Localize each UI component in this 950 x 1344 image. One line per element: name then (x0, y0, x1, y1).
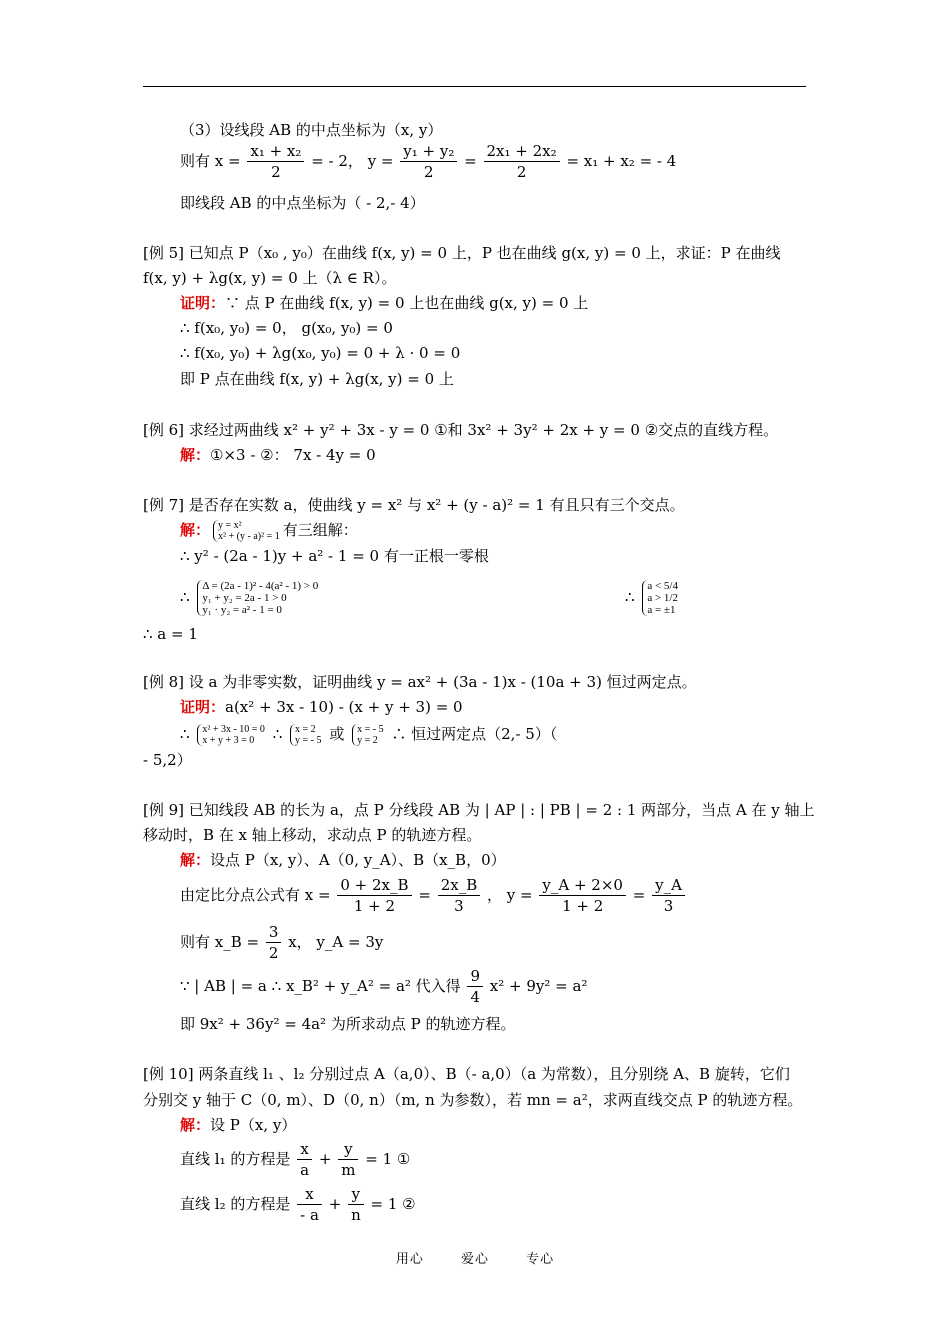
text-span: = x₁ + x₂ = - 4 (566, 152, 677, 170)
page-footer (0, 1248, 950, 1267)
text-span: = (464, 152, 477, 170)
text-line: ∴ f(x₀, y₀) + λg(x₀, y₀) = 0 + λ · 0 = 0 (180, 344, 461, 362)
text-span: x² + 9y² = a² (489, 977, 588, 995)
text-line: 分别交 y 轴于 C（0, m）、D（0, n）（m, n 为参数），若 mn = a²，求两直线交点 P 的轨迹方程。 (143, 1091, 803, 1109)
numerator: y_A + 2×0 (539, 876, 626, 896)
text-span: = - 2， y = (311, 152, 394, 170)
text-span: 直线 l₁ 的方程是 (180, 1150, 291, 1168)
text-line: 移动时，B 在 x 轴上移动，求动点 P 的轨迹方程。 (143, 826, 482, 844)
numerator: 9 (467, 967, 483, 987)
system-row: y₁ · y₂ = a² - 1 = 0 (202, 604, 282, 616)
numerator: x₁ + x₂ (247, 142, 304, 162)
system-row: Δ = (2a - 1)² - 4(a² - 1) > 0 (202, 580, 319, 592)
fraction (652, 876, 685, 916)
text-span: = (418, 886, 431, 904)
equation-system (642, 580, 678, 616)
text-span: = (632, 886, 646, 904)
equation-line (180, 1140, 410, 1180)
equation-line (180, 580, 321, 616)
text-span: ∴ (625, 588, 635, 606)
numerator: x (297, 1185, 322, 1205)
system-row: y = 2 (357, 735, 378, 746)
example-9-statement: [例 9] 已知线段 AB 的长为 a，点 P 分线段 AB 为 | AP | : | PB | = 2 : 1 两部分，当点 A 在 y 轴上 (143, 801, 815, 819)
numerator: 2x₁ + 2x₂ (484, 142, 560, 162)
system-row: x² + 3x - 10 = 0 (202, 724, 265, 735)
text-span: 设点 P（x, y）、A（0, y_A）、B（x_B，0） (210, 851, 506, 869)
numerator: x (297, 1140, 312, 1160)
text-span: 则有 x_B = (180, 933, 260, 951)
equation-system (197, 580, 318, 616)
equation-line (625, 580, 681, 616)
text-span: 有三组解： (282, 521, 358, 539)
text-line: （3）设线段 AB 的中点坐标为（x, y） (180, 121, 443, 139)
example-5-statement: [例 5] 已知点 P（x₀ , y₀）在曲线 f(x, y) = 0 上，P 也在曲线 g(x, y) = 0 上，求证：P 在曲线 (143, 244, 781, 262)
denominator: a (300, 1161, 310, 1179)
system-row: y = x² (218, 520, 242, 531)
text-span: + (318, 1150, 332, 1168)
numerator: 3 (266, 923, 282, 943)
text-line: ∴ f(x₀, y₀) = 0， g(x₀, y₀) = 0 (180, 319, 393, 337)
equation-line (180, 967, 587, 1007)
text-span: 或 (329, 725, 345, 743)
text-line: - 5,2） (143, 751, 192, 769)
system-row: x = - 5 (357, 724, 384, 735)
equation-system (290, 724, 321, 746)
text-span: 由定比分点公式有 x = (180, 886, 331, 904)
text-span: ∵ 点 P 在曲线 f(x, y) = 0 上也在曲线 g(x, y) = 0 上 (225, 294, 589, 312)
equation-system (352, 724, 383, 746)
example-6-statement: [例 6] 求经过两曲线 x² + y² + 3x - y = 0 ①和 3x² + 3y² + 2x + y = 0 ②交点的直线方程。 (143, 421, 779, 439)
denominator: m (341, 1161, 356, 1179)
equation-line (180, 876, 687, 916)
fraction (297, 1185, 322, 1225)
solution-label: 解： (180, 1116, 211, 1134)
equation-line (180, 724, 557, 746)
numerator: 2x_B (438, 876, 481, 896)
denominator: n (351, 1206, 361, 1224)
denominator: 1 + 2 (353, 897, 396, 915)
equation-line (180, 1185, 416, 1225)
fraction (539, 876, 626, 916)
fraction (266, 923, 282, 963)
text-line: 即 9x² + 36y² = 4a² 为所求动点 P 的轨迹方程。 (180, 1015, 516, 1033)
text-line: f(x, y) + λg(x, y) = 0 上（λ ∈ R）。 (143, 269, 397, 287)
fraction (467, 967, 483, 1007)
text-span: ∴ 恒过两定点（2,- 5）（ (391, 725, 558, 743)
solution-label: 解： (180, 851, 211, 869)
fraction (297, 1140, 312, 1180)
system-row: x = 2 (295, 724, 316, 735)
equation-line (180, 142, 676, 182)
text-span: a(x² + 3x - 10) - (x + y + 3) = 0 (225, 698, 463, 716)
fraction (484, 142, 560, 182)
fraction (400, 142, 457, 182)
denominator: 2 (424, 163, 434, 181)
denominator: 3 (454, 897, 464, 915)
fraction (338, 1140, 358, 1180)
system-row: a = ±1 (647, 604, 676, 616)
text-line: ∴ a = 1 (143, 625, 198, 643)
proof-label: 证明： (180, 698, 226, 716)
text-line: 即 P 点在曲线 f(x, y) + λg(x, y) = 0 上 (180, 370, 454, 388)
text-span: 则有 x = (180, 152, 241, 170)
equation-line (180, 923, 383, 963)
equation-system (197, 724, 265, 746)
numerator: 0 + 2x_B (337, 876, 411, 896)
footer-text: 专心 (526, 1252, 555, 1267)
text-span: ∴ (180, 588, 190, 606)
proof-line (180, 293, 588, 313)
system-row: x² + (y - a)² = 1 (218, 531, 280, 542)
numerator: y (338, 1140, 358, 1160)
footer-text: 爱心 (460, 1252, 489, 1267)
denominator: 2 (271, 163, 281, 181)
example-7-statement: [例 7] 是否存在实数 a，使曲线 y = x² 与 x² + (y - a)² = 1 有且只有三个交点。 (143, 496, 685, 514)
system-row: a < 5/4 (647, 580, 678, 592)
text-span: = 1 ② (370, 1195, 416, 1213)
text-span: ∵ | AB | = a ∴ x_B² + y_A² = a² 代入得 (180, 977, 461, 995)
solution-label: 解： (180, 446, 211, 464)
denominator: 2 (516, 163, 527, 181)
solution-line (180, 850, 506, 870)
denominator: 2 (268, 944, 279, 962)
text-span: ， y = (487, 886, 533, 904)
solution-line (180, 445, 376, 465)
numerator: y_A (652, 876, 685, 896)
fraction (438, 876, 481, 916)
denominator: 3 (663, 897, 674, 915)
system-row: y = - 5 (295, 735, 322, 746)
system-row: y₁ + y₂ = 2a - 1 > 0 (202, 592, 287, 604)
text-span: ①×3 - ②： 7x - 4y = 0 (210, 446, 376, 464)
example-8-statement: [例 8] 设 a 为非零实数，证明曲线 y = ax² + (3a - 1)x - (10a + 3) 恒过两定点。 (143, 673, 697, 691)
solution-label: 解： (180, 521, 211, 539)
denominator: - a (300, 1206, 319, 1224)
equation-system (213, 520, 280, 542)
text-span: = 1 ① (365, 1150, 411, 1168)
text-span: 直线 l₂ 的方程是 (180, 1195, 291, 1213)
text-span: ∴ (272, 725, 283, 743)
solution-line (180, 1115, 296, 1135)
denominator: 1 + 2 (562, 897, 604, 915)
fraction (247, 142, 304, 182)
text-line: ∴ y² - (2a - 1)y + a² - 1 = 0 有一正根一零根 (180, 547, 489, 565)
system-row: a > 1/2 (647, 592, 678, 604)
proof-label: 证明： (180, 294, 226, 312)
text-span: x， y_A = 3y (288, 933, 384, 951)
numerator: y (348, 1185, 364, 1205)
fraction (337, 876, 411, 916)
header-rule (143, 86, 806, 87)
text-line: 即线段 AB 的中点坐标为（ - 2,- 4） (180, 194, 425, 212)
footer-text: 用心 (395, 1252, 424, 1267)
system-row: x + y + 3 = 0 (202, 735, 255, 746)
fraction (348, 1185, 364, 1225)
text-span: + (328, 1195, 342, 1213)
proof-line (180, 697, 463, 717)
text-span: ∴ (180, 725, 190, 743)
text-span: 设 P（x, y） (210, 1116, 297, 1134)
example-10-statement: [例 10] 两条直线 l₁ 、l₂ 分别过点 A（a,0）、B（- a,0）（a 为常数），且分别绕 A、B 旋转，它们 (143, 1065, 790, 1083)
numerator: y₁ + y₂ (400, 142, 457, 162)
denominator: 4 (470, 988, 481, 1006)
solution-line (180, 520, 358, 542)
